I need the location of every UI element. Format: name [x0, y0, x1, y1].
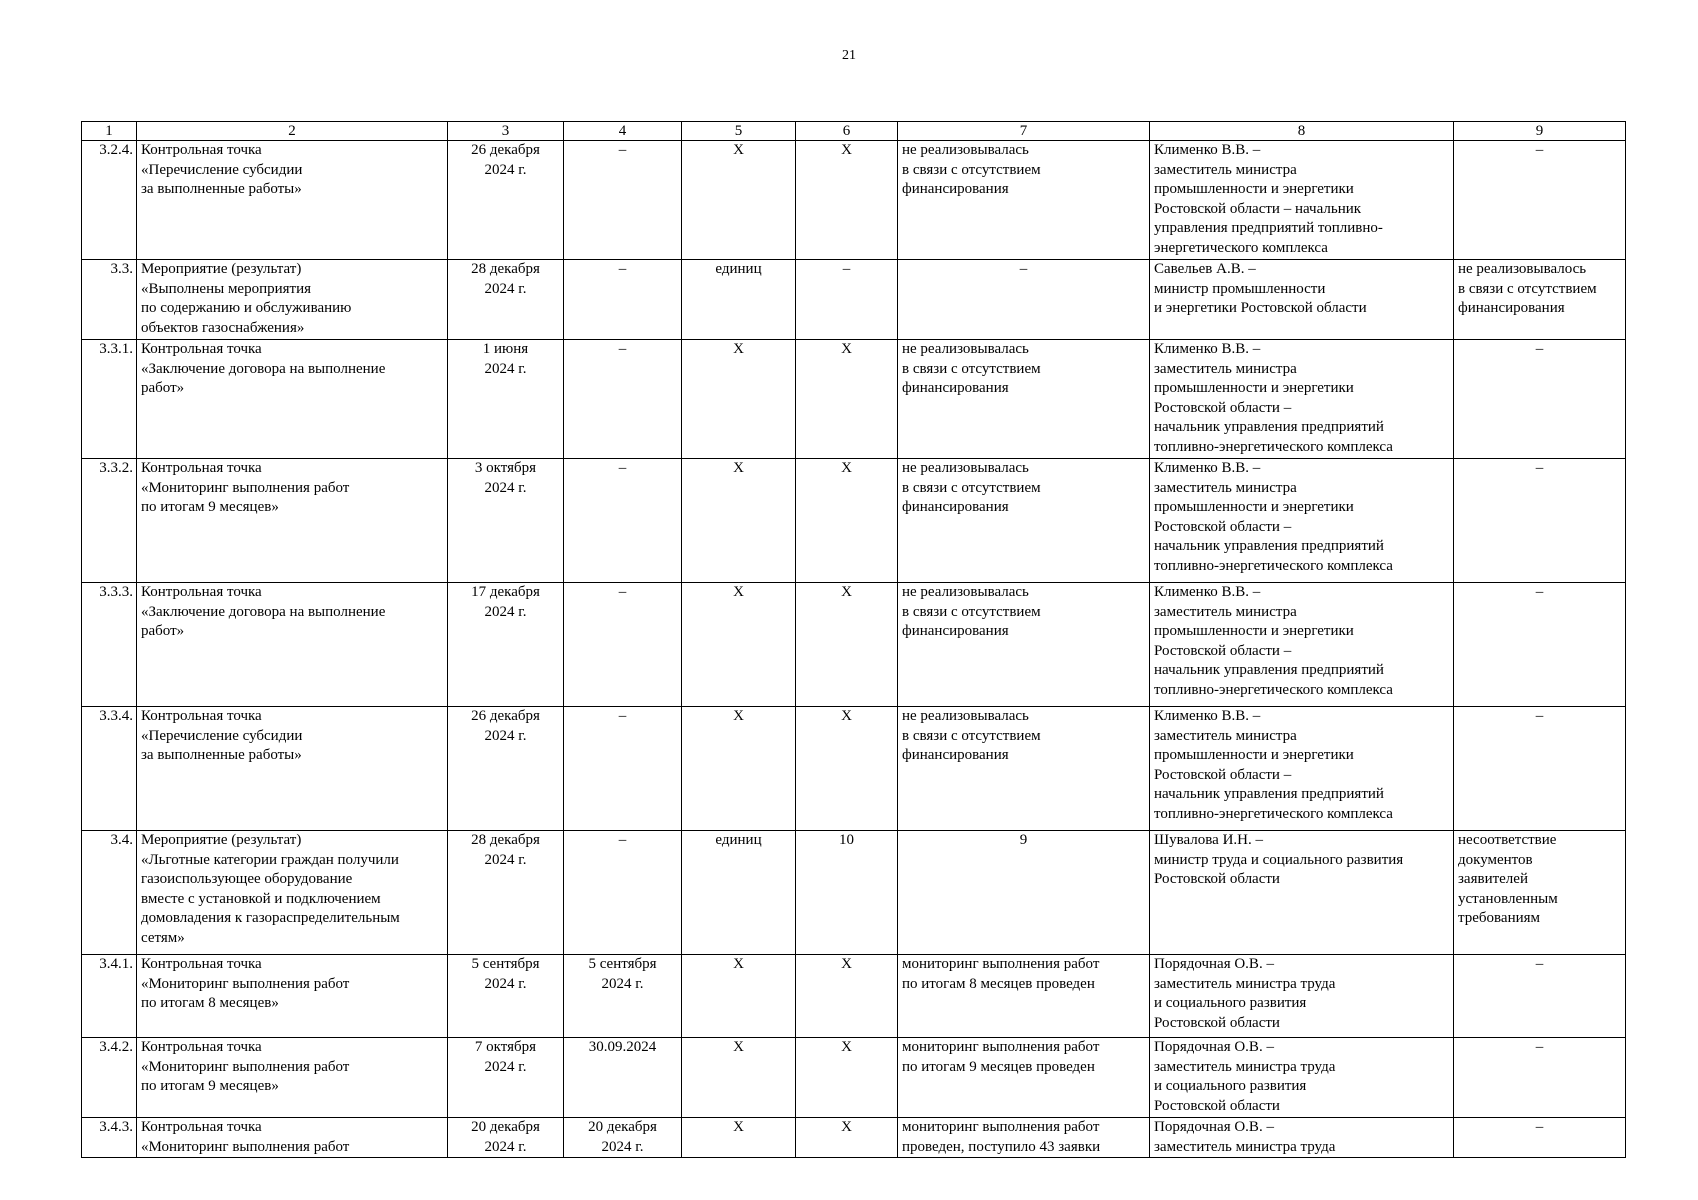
col-number: 5	[682, 122, 796, 141]
row-number: 3.3.	[82, 260, 137, 340]
col-number: 4	[564, 122, 682, 141]
col-number: 1	[82, 122, 137, 141]
fact-date: –	[564, 583, 682, 707]
unit: X	[682, 707, 796, 831]
row-number: 3.3.3.	[82, 583, 137, 707]
item-name: Контрольная точка «Перечисление субсидии за выполненные работы»	[137, 707, 448, 831]
item-name: Мероприятие (результат) «Выполнены мероприятия по содержанию и обслуживанию объектов газоснабжения»	[137, 260, 448, 340]
unit: X	[682, 1118, 796, 1158]
row-number: 3.3.1.	[82, 340, 137, 459]
responsible: Порядочная О.В. – заместитель министра труда	[1150, 1118, 1454, 1158]
item-name: Контрольная точка «Мониторинг выполнения работ по итогам 8 месяцев»	[137, 955, 448, 1038]
plan-date: 5 сентября 2024 г.	[448, 955, 564, 1038]
fact-date: –	[564, 260, 682, 340]
row-number: 3.4.3.	[82, 1118, 137, 1158]
unit: X	[682, 583, 796, 707]
fact-date: –	[564, 459, 682, 583]
fact-value: не реализовывалась в связи с отсутствием финансирования	[898, 583, 1150, 707]
table-row	[82, 955, 1626, 1038]
responsible: Порядочная О.В. – заместитель министра труда и социального развития Ростовской области	[1150, 955, 1454, 1038]
responsible: Савельев А.В. – министр промышленности и энергетики Ростовской области	[1150, 260, 1454, 340]
fact-date: –	[564, 831, 682, 955]
reason: –	[1454, 459, 1626, 583]
fact-value: не реализовывалась в связи с отсутствием финансирования	[898, 707, 1150, 831]
responsible: Клименко В.В. – заместитель министра промышленности и энергетики Ростовской области – начальник управления предприятий топливно-энергетического комплекса	[1150, 459, 1454, 583]
plan-date: 26 декабря 2024 г.	[448, 707, 564, 831]
row-number: 3.2.4.	[82, 141, 137, 260]
item-name: Контрольная точка «Мониторинг выполнения работ по итогам 9 месяцев»	[137, 1038, 448, 1118]
fact-value: мониторинг выполнения работ по итогам 9 месяцев проведен	[898, 1038, 1150, 1118]
item-name: Контрольная точка «Перечисление субсидии за выполненные работы»	[137, 141, 448, 260]
report-table	[81, 121, 1626, 1158]
responsible: Шувалова И.Н. – министр труда и социального развития Ростовской области	[1150, 831, 1454, 955]
item-name: Контрольная точка «Заключение договора на выполнение работ»	[137, 340, 448, 459]
table-row	[82, 340, 1626, 459]
fact-value: не реализовывалась в связи с отсутствием финансирования	[898, 459, 1150, 583]
reason: –	[1454, 1038, 1626, 1118]
reason: –	[1454, 955, 1626, 1038]
plan-value: X	[796, 340, 898, 459]
fact-value: не реализовывалась в связи с отсутствием финансирования	[898, 340, 1150, 459]
unit: X	[682, 955, 796, 1038]
row-number: 3.4.2.	[82, 1038, 137, 1118]
row-number: 3.4.	[82, 831, 137, 955]
table-row	[82, 1038, 1626, 1118]
col-number: 7	[898, 122, 1150, 141]
col-number: 9	[1454, 122, 1626, 141]
unit: X	[682, 141, 796, 260]
fact-value: мониторинг выполнения работ проведен, поступило 43 заявки	[898, 1118, 1150, 1158]
item-name: Контрольная точка «Заключение договора на выполнение работ»	[137, 583, 448, 707]
fact-date: –	[564, 141, 682, 260]
responsible: Клименко В.В. – заместитель министра промышленности и энергетики Ростовской области – начальник управления предприятий топливно-энергетического комплекса	[1150, 583, 1454, 707]
unit: единиц	[682, 831, 796, 955]
plan-date: 17 декабря 2024 г.	[448, 583, 564, 707]
unit: X	[682, 1038, 796, 1118]
table-row	[82, 583, 1626, 707]
column-numbers-row	[82, 122, 1626, 141]
reason: –	[1454, 707, 1626, 831]
table-row	[82, 260, 1626, 340]
fact-date: –	[564, 707, 682, 831]
table-row	[82, 1118, 1626, 1158]
plan-date: 7 октября 2024 г.	[448, 1038, 564, 1118]
table-row	[82, 707, 1626, 831]
table-row	[82, 459, 1626, 583]
plan-date: 28 декабря 2024 г.	[448, 260, 564, 340]
plan-date: 20 декабря 2024 г.	[448, 1118, 564, 1158]
page-number: 21	[842, 48, 856, 63]
reason: –	[1454, 1118, 1626, 1158]
unit: X	[682, 340, 796, 459]
responsible: Клименко В.В. – заместитель министра промышленности и энергетики Ростовской области – начальник управления предприятий топливно-энергетического комплекса	[1150, 340, 1454, 459]
fact-value: мониторинг выполнения работ по итогам 8 месяцев проведен	[898, 955, 1150, 1038]
unit: единиц	[682, 260, 796, 340]
fact-date: –	[564, 340, 682, 459]
col-number: 2	[137, 122, 448, 141]
row-number: 3.3.2.	[82, 459, 137, 583]
responsible: Клименко В.В. – заместитель министра промышленности и энергетики Ростовской области – начальник управления предприятий топливно- энергетического комплекса	[1150, 141, 1454, 260]
fact-date: 20 декабря 2024 г.	[564, 1118, 682, 1158]
fact-value: не реализовывалась в связи с отсутствием финансирования	[898, 141, 1150, 260]
plan-value: X	[796, 141, 898, 260]
reason: –	[1454, 583, 1626, 707]
item-name: Контрольная точка «Мониторинг выполнения работ по итогам 9 месяцев»	[137, 459, 448, 583]
reason: –	[1454, 141, 1626, 260]
reason: несоответствие документов заявителей установленным требованиям	[1454, 831, 1626, 955]
col-number: 3	[448, 122, 564, 141]
reason: не реализовывалось в связи с отсутствием финансирования	[1454, 260, 1626, 340]
fact-date: 30.09.2024	[564, 1038, 682, 1118]
responsible: Клименко В.В. – заместитель министра промышленности и энергетики Ростовской области – начальник управления предприятий топливно-энергетического комплекса	[1150, 707, 1454, 831]
plan-date: 26 декабря 2024 г.	[448, 141, 564, 260]
plan-date: 28 декабря 2024 г.	[448, 831, 564, 955]
fact-date: 5 сентября 2024 г.	[564, 955, 682, 1038]
reason: –	[1454, 340, 1626, 459]
table-row	[82, 141, 1626, 260]
fact-value: 9	[898, 831, 1150, 955]
plan-value: X	[796, 1118, 898, 1158]
item-name: Мероприятие (результат) «Льготные категории граждан получили газоиспользующее оборудование вместе с установкой и подключением домовладения к газораспределительным сетям»	[137, 831, 448, 955]
col-number: 8	[1150, 122, 1454, 141]
fact-value: –	[898, 260, 1150, 340]
plan-value: 10	[796, 831, 898, 955]
col-number: 6	[796, 122, 898, 141]
row-number: 3.3.4.	[82, 707, 137, 831]
plan-value: –	[796, 260, 898, 340]
responsible: Порядочная О.В. – заместитель министра труда и социального развития Ростовской области	[1150, 1038, 1454, 1118]
plan-date: 3 октября 2024 г.	[448, 459, 564, 583]
plan-value: X	[796, 955, 898, 1038]
row-number: 3.4.1.	[82, 955, 137, 1038]
unit: X	[682, 459, 796, 583]
plan-date: 1 июня 2024 г.	[448, 340, 564, 459]
plan-value: X	[796, 1038, 898, 1118]
table-row	[82, 831, 1626, 955]
plan-value: X	[796, 707, 898, 831]
plan-value: X	[796, 459, 898, 583]
plan-value: X	[796, 583, 898, 707]
item-name: Контрольная точка «Мониторинг выполнения работ	[137, 1118, 448, 1158]
